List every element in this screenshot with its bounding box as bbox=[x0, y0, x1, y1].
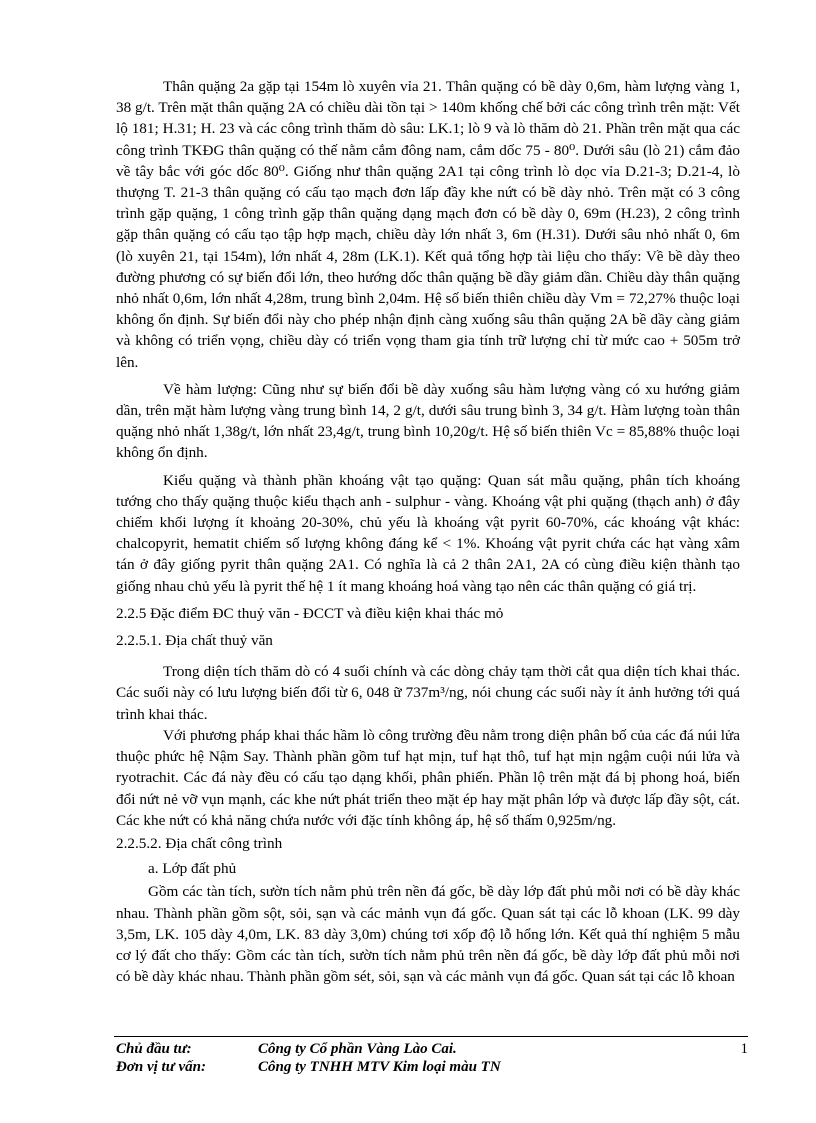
footer-consultant-value: Công ty TNHH MTV Kim loại màu TN bbox=[258, 1059, 501, 1075]
footer-consultant-row bbox=[116, 1058, 748, 1076]
paragraph-streams: Trong diện tích thăm dò có 4 suối chính và các dòng chảy tạm thời cắt qua diện tích khai thác. Các suối này có lưu lượng biến đổi từ 6, 048 ữ 737m³/ng, nói chung các suối này ít ảnh hưởng tới quá trình khai thác. bbox=[116, 663, 740, 723]
paragraph-ore-type: Kiểu quặng và thành phần khoáng vật tạo quặng: Quan sát mẫu quặng, phân tích khoáng tướng cho thấy quặng thuộc kiểu thạch anh - sulphur - vàng. Khoáng vật phi quặng (thạch anh) ở đây chiếm khối lượng ít khoảng 20-30%, chủ yếu là khoáng vật pyrit 60-70%, các khoáng vật khác: chalcopyrit, hematit chiếm số lượng không đáng kể < 1%. Khoáng vật pyrit chứa các hạt vàng xâm tán ở đây giống pyrit thân quặng 2A1. Có nghĩa là cả 2 thân 2A1, 2A có cùng điều kiện thành tạo giống nhau chủ yếu là pyrit thế hệ 1 ít mang khoáng hoá vàng tạo nên các thân quặng có giá trị. bbox=[116, 471, 740, 595]
subsection-heading-engineering-geology: 2.2.5.2. Địa chất công trình bbox=[116, 834, 283, 852]
page-body bbox=[116, 76, 740, 987]
paragraph-mining-method: Với phương pháp khai thác hầm lò công trường đều nằm trong diện phân bố của các đá núi lửa thuộc phức hệ Nậm Say. Thành phần gồm tuf hạt mịn, tuf hạt thô, tuf hạt mịn ngậm cuội núi lửa và ryotrachit. Các đá này đều có cấu tạo dạng khối, phân phiến. Phần lộ trên mặt đá bị phong hoá, biến đổi nứt nẻ vỡ vụn mạnh, các khe nứt phát triển theo mặt ép hay mặt phân lớp và được lấp đầy sột, cát. Các khe nứt có khả năng chứa nước với đặc tính không áp, hệ số thấm 0,925m/ng. bbox=[116, 726, 740, 829]
footer-divider bbox=[114, 1036, 748, 1037]
paragraph-ore-body-2a: Thân quặng 2a gặp tại 154m lò xuyên vỉa 21. Thân quặng có bề dày 0,6m, hàm lượng vàng 1, 38 g/t. Trên mặt thân quặng 2A có chiều dài tồn tại > 140m khống chế bởi các công trình trên mặt: Vết lộ 181; H.31; H. 23 và các công trình thăm dò sâu: LK.1; lò 9 và lò thăm dò 21. Phần trên mặt qua các công trình TKĐG thân quặng có thế nằm cắm đông nam, cắm dốc 75 - 80⁰. Dưới sâu (lò 21) cắm đảo về tây bắc với góc dốc 80⁰. Giống như thân quặng 2A1 tại công trình lò dọc vỉa D.21-3; D.21-4, lò thượng T. 21-3 thân quặng có cấu tạo mạch đơn lấp đầy khe nứt có bề dày nhỏ. Trên mặt có 3 công trình gặp quặng, 1 công trình gặp thân quặng dạng mạch đơn có bề dày 0, 69m (H.23), 2 công trình gặp thân quặng có cấu tạo tập hợp mạch, chiều dày lớn nhất 3, 6m (H.31). Dưới sâu nhỏ nhất 0, 6m (lò xuyên 21, tại 154m), lớn nhất 4, 28m (LK.1). Kết quả tổng hợp tài liệu cho thấy: Về bề dày theo đường phương có sự biến đổi lớn, theo hướng dốc thân quặng bề dầy giảm dần. Chiều dày thân quặng nhỏ nhất 0,6m, lớn nhất 4,28m, trung bình 2,04m. Hệ số biến thiên chiều dày Vm = 72,27% thuộc loại không ổn định. Sự biến đổi này cho phép nhận định càng xuống sâu thân quặng 2A bề dầy càng giảm và không có triển vọng, chiều dày có triển vọng tham gia tính trữ lượng chỉ từ mức cao + 505m trở lên. bbox=[116, 78, 740, 371]
paragraph-grade: Về hàm lượng: Cũng như sự biến đổi bề dày xuống sâu hàm lượng vàng có xu hướng giảm dần, trên mặt hàm lượng vàng trung bình 14, 2 g/t, dưới sâu trung bình 3, 34 g/t. Hàm lượng toàn thân quặng nhỏ nhất 1,38g/t, lớn nhất 23,4g/t, trung bình 10,20g/t. Hệ số biến thiên Vc = 85,88% thuộc loại không ổn định. bbox=[116, 380, 740, 462]
footer-consultant-label: Đơn vị tư vấn: bbox=[116, 1059, 206, 1075]
page-footer bbox=[116, 1040, 748, 1076]
subsection-heading-hydrogeology: 2.2.5.1. Địa chất thuỷ văn bbox=[116, 632, 273, 650]
footer-owner-label: Chủ đầu tư: bbox=[116, 1041, 192, 1057]
section-heading-2-2-5: 2.2.5 Đặc điểm ĐC thuỷ văn - ĐCCT và điều kiện khai thác mỏ bbox=[116, 604, 504, 622]
footer-owner-row bbox=[116, 1040, 748, 1058]
footer-owner-value: Công ty Cổ phần Vàng Lào Cai. bbox=[258, 1041, 457, 1057]
item-heading-cover-layer: a. Lớp đất phủ bbox=[148, 860, 237, 878]
page-number: 1 bbox=[740, 1041, 748, 1057]
paragraph-cover-layer: Gồm các tàn tích, sườn tích nằm phủ trên nền đá gốc, bề dày lớp đất phủ mỗi nơi có bề dày khác nhau. Thành phần gồm sột, sỏi, sạn và các mảnh vụn đá gốc. Quan sát tại các lỗ khoan (LK. 99 dày 3,5m, LK. 105 dày 4,0m, LK. 83 dày 3,0m) chúng tơi xốp độ lỗ hổng lớn. Kết quả thí nghiệm 5 mẫu cơ lý đất cho thấy: Gồm các tàn tích, sườn tích nằm phủ trên nền đá gốc, bề dày lớp đất phủ mỗi nơi có bề dày khác nhau. Thành phần gồm sét, sỏi, sạn và các mảnh vụn đá gốc. Quan sát tại các lỗ khoan bbox=[116, 883, 740, 986]
